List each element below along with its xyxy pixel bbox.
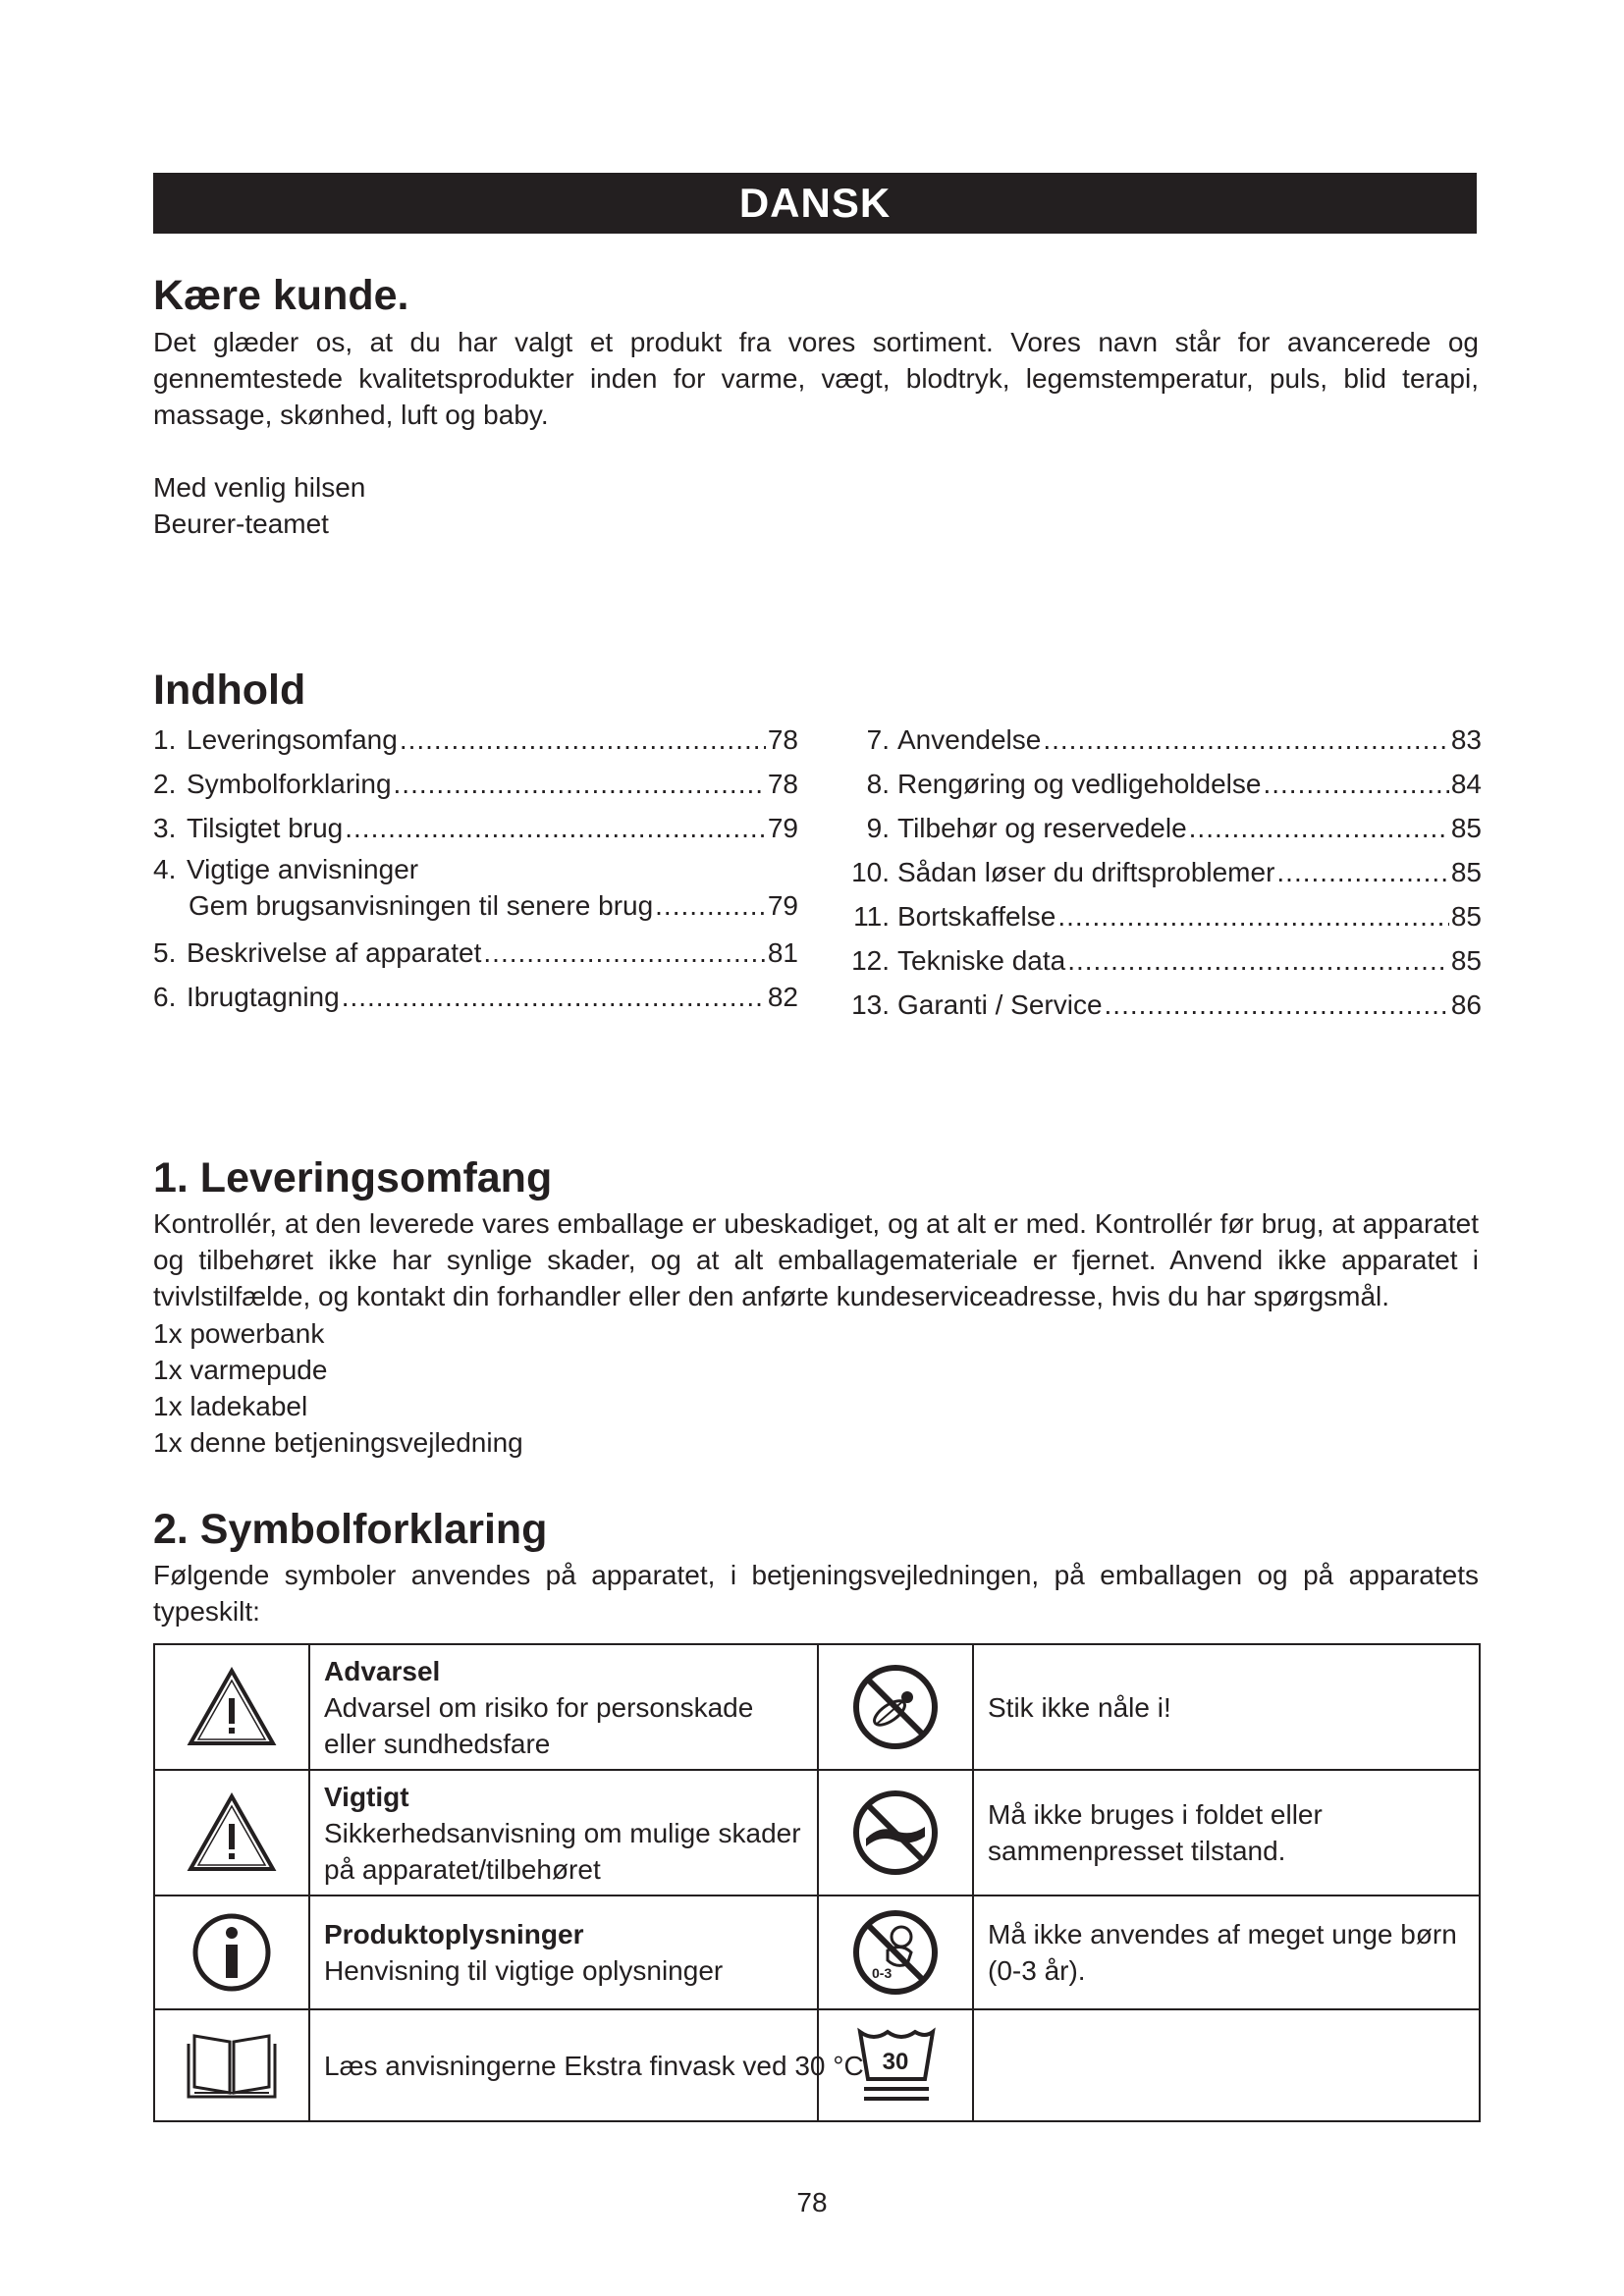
toc-entry-page: 82	[767, 982, 798, 1012]
language-banner: DANSK	[153, 173, 1477, 234]
toc-entry-page: 84	[1450, 769, 1482, 799]
list-item: 1x ladekabel	[153, 1391, 308, 1421]
toc-entry-page: 85	[1450, 945, 1482, 976]
wash-30-icon	[850, 2022, 941, 2109]
symbol-description-cell	[309, 2009, 864, 2121]
toc-entry-page: 78	[767, 769, 798, 799]
toc-entry-title: Anvendelse	[897, 724, 1042, 755]
closing-line: Med venlig hilsen	[153, 472, 366, 503]
toc-entry-page: 85	[1450, 857, 1482, 887]
table-row	[154, 1896, 1480, 2009]
toc-entry-number: 8.	[866, 769, 890, 799]
symbol-title: Advarsel	[324, 1655, 441, 1686]
signature-line: Beurer-teamet	[153, 508, 329, 539]
toc-entry[interactable]	[837, 895, 1482, 939]
table-row	[154, 2009, 1480, 2121]
toc-entry-number: 12.	[851, 945, 890, 976]
toc-entry[interactable]	[153, 976, 798, 1020]
toc-leader-dots	[1263, 763, 1448, 806]
wash-temperature-label: 30	[882, 2049, 909, 2075]
toc-entry-title: Beskrivelse af apparatet	[187, 937, 482, 968]
toc-entry-number: 6.	[153, 982, 177, 1012]
symbol-description: Læs anvisningerne Ekstra finvask ved 30 °C	[324, 2050, 864, 2081]
no-needles-icon	[850, 1662, 941, 1752]
toc-entry-page: 85	[1450, 813, 1482, 843]
list-item: 1x denne betjeningsvejledning	[153, 1427, 523, 1458]
toc-entry[interactable]	[153, 932, 798, 976]
toc-entry-number: 1.	[153, 724, 177, 755]
warning-triangle-icon	[185, 1790, 279, 1875]
toc-right-column	[837, 719, 1482, 1028]
toc-entry[interactable]	[837, 763, 1482, 807]
not-for-children-0-3-icon	[850, 1907, 941, 1998]
list-item: 1x powerbank	[153, 1318, 325, 1349]
toc-entry-title: Garanti / Service	[897, 989, 1103, 1020]
toc-leader-dots	[400, 719, 766, 762]
toc-leader-dots	[1105, 984, 1449, 1027]
toc-entry[interactable]	[153, 763, 798, 807]
symbol-description-cell	[973, 1896, 1480, 2009]
toc-entry-number: 3.	[153, 813, 177, 843]
toc-leader-dots	[655, 887, 766, 924]
symbol-icon-cell	[154, 1896, 309, 2009]
toc-entry-title: Tilbehør og reservedele	[897, 813, 1187, 843]
toc-entry[interactable]	[153, 807, 798, 851]
toc-leader-dots	[394, 763, 766, 806]
toc-leader-dots	[1067, 939, 1449, 983]
symbol-description-cell	[973, 2009, 1480, 2121]
symbol-description: Sikkerhedsanvisning om mulige skader på apparatet/tilbehøret	[324, 1817, 801, 1885]
toc-entry-title: Bortskaffelse	[897, 901, 1056, 932]
toc-left-column	[153, 719, 798, 1020]
symbol-description-cell	[973, 1770, 1480, 1896]
info-icon	[190, 1911, 273, 1994]
table-row	[154, 1770, 1480, 1896]
section-1-title: 1. Leveringsomfang	[153, 1154, 553, 1201]
toc-entry[interactable]	[153, 719, 798, 763]
symbol-description-cell	[309, 1770, 818, 1896]
toc-entry-number: 10.	[851, 857, 890, 887]
toc-entry-number: 2.	[153, 769, 177, 799]
toc-entry-page: 78	[767, 724, 798, 755]
toc-title: Indhold	[153, 667, 306, 714]
toc-entry-number: 7.	[866, 724, 890, 755]
toc-entry-title: Rengøring og vedligeholdelse	[897, 769, 1262, 799]
toc-entry[interactable]	[837, 939, 1482, 984]
intro-paragraph: Det glæder os, at du har valgt et produkt fra vores sortiment. Vores navn står for avancerede og gennemtestede kvalitetsprodukter inden for varme, vægt, blodtryk, legemstemperatur, puls, blid terapi, massage, skønhed, luft og baby.	[153, 327, 1479, 430]
toc-entry[interactable]	[153, 851, 798, 932]
toc-entry-title: Sådan løser du driftsproblemer	[897, 857, 1275, 887]
toc-entry[interactable]	[837, 984, 1482, 1028]
toc-entry-title: Symbolforklaring	[187, 769, 392, 799]
symbol-title: Produktoplysninger	[324, 1919, 584, 1949]
toc-entry-page: 86	[1450, 989, 1482, 1020]
toc-leader-dots	[1043, 719, 1449, 762]
toc-entry-number: 5.	[153, 937, 177, 968]
section-2-title: 2. Symbolforklaring	[153, 1506, 548, 1553]
toc-entry-page: 83	[1450, 724, 1482, 755]
toc-leader-dots	[345, 807, 766, 850]
child-age-label: 0-3	[872, 1965, 893, 1981]
page-number: 78	[796, 2187, 828, 2217]
toc-entry-title: Ibrugtagning	[187, 982, 340, 1012]
toc-entry-page: 79	[767, 890, 798, 921]
symbol-description: Må ikke bruges i foldet eller sammenpresset tilstand.	[988, 1799, 1323, 1866]
symbol-icon-cell	[818, 1644, 973, 1770]
symbol-icon-cell	[154, 1644, 309, 1770]
toc-entry-number: 9.	[866, 813, 890, 843]
toc-entry-page: 81	[767, 937, 798, 968]
section-1-body: Kontrollér, at den leverede vares emballage er ubeskadiget, og at alt er med. Kontrollér før brug, at apparatet og tilbehøret ikke har synlige skader, og at alt emballagemateriale er fjernet. Anvend ikke apparatet i tvivlstilfælde, og kontakt din forhandler eller den anførte kundeserviceadresse, hvis du har spørgsmål.	[153, 1208, 1479, 1311]
toc-entry-title: Vigtige anvisninger	[187, 854, 419, 884]
section-2-body: Følgende symboler anvendes på apparatet, i betjeningsvejledningen, på emballagen og på apparatets typeskilt:	[153, 1560, 1479, 1627]
toc-leader-dots	[1057, 895, 1449, 938]
symbol-description: Advarsel om risiko for personskade eller sundhedsfare	[324, 1691, 754, 1759]
table-row	[154, 1644, 1480, 1770]
toc-leader-dots	[342, 976, 766, 1019]
toc-entry-number: 13.	[851, 989, 890, 1020]
symbol-description: Henvisning til vigtige oplysninger	[324, 1955, 724, 1986]
symbol-title: Vigtigt	[324, 1781, 409, 1812]
symbol-description-cell	[309, 1896, 818, 2009]
open-book-icon	[185, 2028, 279, 2103]
symbol-icon-cell	[154, 2009, 309, 2121]
toc-entry-number: 11.	[853, 901, 890, 932]
toc-entry-title: Leveringsomfang	[187, 724, 398, 755]
greeting-title: Kære kunde.	[153, 272, 409, 319]
toc-leader-dots	[1189, 807, 1449, 850]
toc-leader-dots	[483, 932, 765, 975]
toc-entry[interactable]	[837, 851, 1482, 895]
toc-leader-dots	[1276, 851, 1448, 894]
symbol-description-cell	[973, 1644, 1480, 1770]
symbol-icon-cell	[818, 1770, 973, 1896]
symbol-description: Må ikke anvendes af meget unge børn (0-3 år).	[988, 1919, 1457, 1986]
toc-entry[interactable]	[837, 807, 1482, 851]
symbol-icon-cell	[154, 1770, 309, 1896]
symbol-description: Stik ikke nåle i!	[988, 1691, 1171, 1723]
toc-entry-title: Tilsigtet brug	[187, 813, 344, 843]
toc-entry-number: 4.	[153, 854, 177, 884]
toc-entry-title: Tekniske data	[897, 945, 1066, 976]
toc-entry-page: 85	[1450, 901, 1482, 932]
no-folding-icon	[850, 1788, 941, 1878]
delivery-list	[153, 1315, 523, 1461]
warning-triangle-icon	[185, 1665, 279, 1749]
toc-entry-subtitle: Gem brugsanvisningen til senere brug	[189, 890, 654, 921]
symbol-table	[153, 1643, 1481, 2122]
toc-entry[interactable]	[837, 719, 1482, 763]
symbol-description-cell	[309, 1644, 818, 1770]
symbol-icon-cell	[818, 1896, 973, 2009]
toc-entry-page: 79	[767, 813, 798, 843]
list-item: 1x varmepude	[153, 1355, 328, 1385]
